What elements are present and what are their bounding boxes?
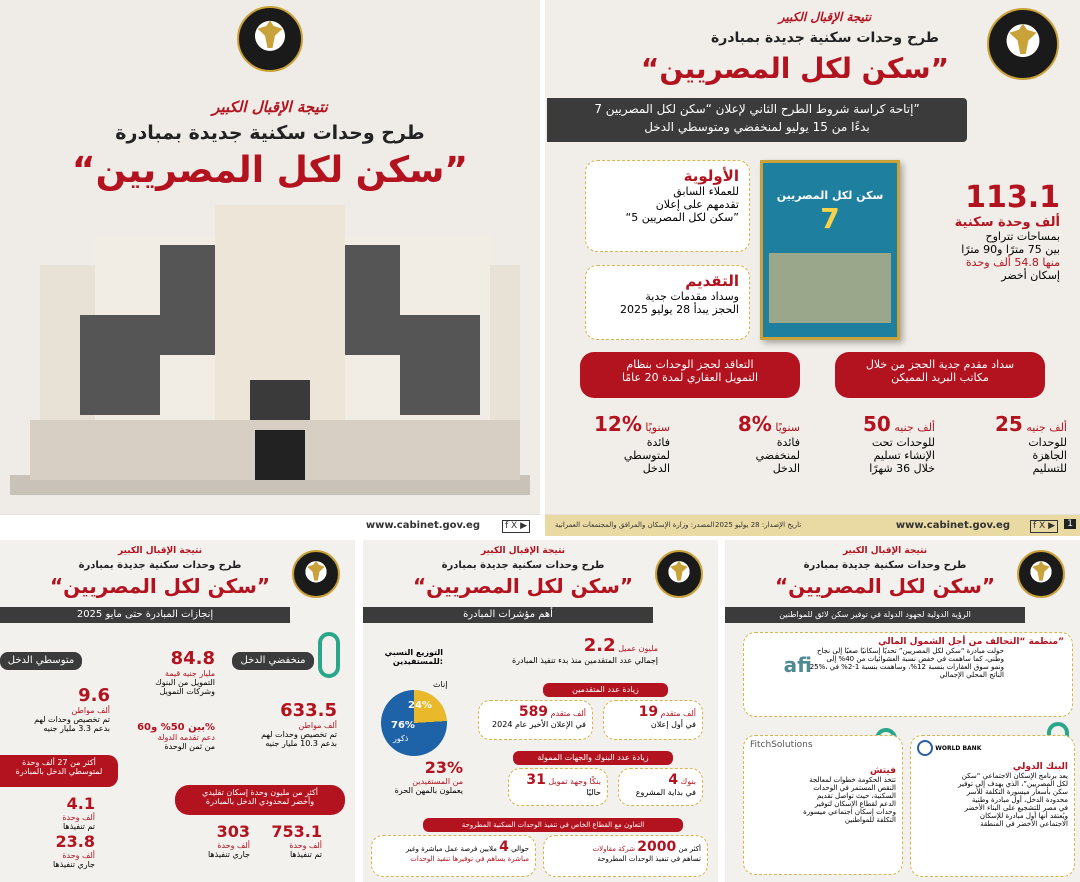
kicker: نتيجة الإقبال الكبير (480, 546, 566, 556)
banks-ribbon: زيادة عدد البنوك والجهات الممولة (513, 751, 673, 765)
title: “سكن لكل المصريين” (71, 150, 469, 191)
government-seal-icon (987, 8, 1059, 80)
footer (0, 514, 540, 536)
units-block: 113.1 ألف وحدة سكنية بمساحات تتراوح بين 75 مترًا و90 مترًا منها 54.8 ألف وحدة إسكان أخضر (954, 180, 1060, 282)
low-ongoing-stat: 303 ألف وحدة جاري تنفيذها (207, 822, 250, 859)
financing-stat: 84.8 مليار جنيه قيمة التمويل من البنوك وشركات التمويل (155, 648, 215, 696)
distribution-title: التوزيع النسبي للمستفيدين: (384, 648, 443, 666)
social-icons[interactable]: f X ▶ (502, 520, 530, 533)
panel-indicators (363, 540, 718, 882)
release-date: تاريخ الإصدار: 28 يوليو 2025 (715, 521, 802, 529)
title: “سكن لكل المصريين” (774, 574, 996, 598)
government-seal-icon (292, 550, 340, 598)
freelancers-stat: 23% من المستفيدين يعملون بالمهن الحرة (394, 758, 463, 795)
fitch-quote-box: FitchSolutions فيتش تتخذ الحكومة خطوات لمعالجة النقص المستمر في الوحدات السكنية، حيث تواصل تقديم الدعم لقطاع الإسكان لتوفير وحدات إسكان اجتماعي ميسورة التكلفة للمواطنين (743, 735, 903, 875)
source-note: المصدر: وزارة الإسكان والمرافق والمجتمعات العمرانية (555, 521, 715, 529)
stat-col-50k: 50 ألف جنيه للوحدات تحت الإنشاء تسليم خلال 36 شهرًا (863, 412, 935, 475)
section-banner: أهم مؤشرات المبادرة (363, 607, 653, 623)
government-seal-icon (237, 6, 303, 72)
panel-international-view (725, 540, 1080, 882)
mid-allocated-stat: 9.6 ألف مواطن تم تخصيص وحدات لهم بدعم 3.3 مليار جنيه (34, 685, 110, 733)
website-link[interactable]: www.cabinet.gov.eg (895, 520, 1010, 531)
social-icons[interactable]: f X ▶ (1030, 520, 1058, 533)
subtitle: طرح وحدات سكنية جديدة بمبادرة (441, 560, 605, 571)
stat-col-25k: 25 ألف جنيه للوحدات الجاهزة للتسليم (995, 412, 1067, 475)
website-link[interactable]: www.cabinet.gov.eg (365, 520, 480, 531)
female-pct: 24% (408, 700, 432, 711)
panel-building-cover (0, 0, 540, 536)
government-seal-icon (655, 550, 703, 598)
banks-now: 31 بنكًا وجهة تمويل حاليًا (508, 768, 608, 806)
mid-ongoing-stat: 23.8 ألف وحدة جاري تنفيذها (52, 832, 95, 869)
applicants-latest: 589 ألف متقدم في الإعلان الأخير عام 2024 (478, 700, 593, 740)
panel-achievements (0, 540, 355, 882)
male-label: ذكور (393, 734, 409, 743)
announcement-banner: إتاحة كراسة شروط الطرح الثاني لإعلان “سكن لكل المصريين 7” بدءًا من 15 يوليو لمنخفضي ومتوسطي الدخل (547, 98, 967, 142)
female-label: إناث (433, 680, 448, 689)
panel-booklet-details (545, 0, 1080, 536)
afi-quote-box: منظمة “التحالف من أجل الشمول المالي” حولت مبادرة “سكن لكل المصريين” تحديًا إسكانيًا صعبًا إلى نجاح وطني، كما ساهمت في خفض نسبة العشوائيات من 40% إلى 25%، ونمو سوق العقارات بنسبة 12%، وساهمت بنسبة 1-2% في الناتج المحلي الإجمالي afi (743, 632, 1073, 717)
title: “سكن لكل المصريين” (640, 52, 950, 85)
stat-col-12pct: 12% سنويًا فائدة لمتوسطي الدخل (593, 412, 670, 475)
banks-start: 4 بنوك في بداية المشروع (618, 768, 703, 806)
fitch-logo: FitchSolutions (750, 740, 813, 750)
low-income-label: منخفضي الدخل (232, 652, 314, 670)
contractors-stat: أكثر من 2000 شركة مقاولات تساهم في تنفيذ الوحدات المطروحة (543, 835, 708, 877)
stat-col-8pct: 8% سنويًا فائدة لمنخفضي الدخل (737, 412, 800, 475)
afi-logo: afi (783, 653, 812, 677)
low-done-stat: 753.1 ألف وحدة تم تنفيذها (271, 822, 322, 859)
male-pct: 76% (391, 720, 415, 731)
kicker: نتيجة الإقبال الكبير (842, 546, 928, 556)
subsidy-stat: بين 50% و60% دعم تقدمه الدولة من ثمن الوحدة (137, 722, 215, 751)
kicker: نتيجة الإقبال الكبير (778, 10, 872, 24)
jobs-stat: حوالي 4 ملايين فرصة عمل مباشرة وغير مباشرة يساهم في توفيرها تنفيذ الوحدات (371, 835, 536, 877)
financing-ribbon: التعاقد لحجز الوحدات بنظام التمويل العقاري لمدة 20 عامًا (580, 352, 800, 398)
mid-done-stat: 4.1 ألف وحدة تم تنفيذها (62, 794, 95, 831)
title: “سكن لكل المصريين” (49, 574, 271, 598)
applicants-first: 19 ألف متقدم في أول إعلان (603, 700, 703, 740)
mid-units-ribbon: أكثر من 27 ألف وحدة لمتوسطي الدخل بالمبادرة (0, 755, 118, 787)
title: “سكن لكل المصريين” (412, 574, 634, 598)
worldbank-quote-box: WORLD BANK البنك الدولي يعد برنامج الإسكان الاجتماعي “سكن لكل المصريين”، الذي يهدف إلى توفير سكن بأسعار ميسورة التكلفة للأسر محدودة الدخل، أول مبادرة وطنية في مصر للتشجيع على البناء الأخضر ويُعتقد أنها أول مبادرة للإسكان الاجتماعي الأخضر في المنطقة (910, 735, 1075, 877)
kicker: نتيجة الإقبال الكبير (117, 546, 203, 556)
kicker: نتيجة الإقبال الكبير (212, 98, 328, 116)
subtitle: طرح وحدات سكنية جديدة بمبادرة (711, 30, 939, 46)
applicants-ribbon: زيادة عدد المتقدمين (543, 683, 668, 697)
subtitle: طرح وحدات سكنية جديدة بمبادرة (78, 560, 242, 571)
post-office-ribbon: سداد مقدم جدية الحجز من خلال مكاتب البريد المميكن (835, 352, 1045, 398)
applicants-total: 2.2 مليون عميل إجمالي عدد المتقدمين منذ بدء تنفيذ المبادرة (511, 635, 658, 665)
booklet-cover-image: سكن لكل المصريين 7 (760, 160, 900, 340)
globe-icon (917, 740, 933, 756)
low-units-ribbon: أكثر من مليون وحدة إسكان تقليدي وأخضر لمحدودي الدخل بالمبادرة (175, 785, 345, 815)
footer (545, 514, 1080, 536)
subtitle: طرح وحدات سكنية جديدة بمبادرة (115, 122, 425, 144)
private-sector-ribbon: التعاون مع القطاع الخاص في تنفيذ الوحدات السكنية المطروحة (423, 818, 683, 832)
paperclip-icon (318, 632, 340, 678)
mid-income-label: متوسطي الدخل (0, 652, 82, 670)
apply-box: التقديم وسداد مقدمات جدية الحجز يبدأ 28 يوليو 2025 (585, 265, 750, 340)
subtitle: طرح وحدات سكنية جديدة بمبادرة (803, 560, 967, 571)
building-image (10, 205, 530, 495)
section-banner: إنجازات المبادرة حتى مايو 2025 (0, 607, 290, 623)
low-allocated-stat: 633.5 ألف مواطن تم تخصيص وحدات لهم بدعم 10.3 مليار جنيه (261, 700, 337, 748)
government-seal-icon (1017, 550, 1065, 598)
page-number: 1 (1064, 519, 1076, 529)
section-banner: الرؤية الدولية لجهود الدولة في توفير سكن لائق للمواطنين (725, 607, 1025, 623)
worldbank-logo: WORLD BANK (917, 740, 1068, 756)
priority-box: الأولوية للعملاء السابق تقدمهم على إعلان “سكن لكل المصريين 5” (585, 160, 750, 252)
